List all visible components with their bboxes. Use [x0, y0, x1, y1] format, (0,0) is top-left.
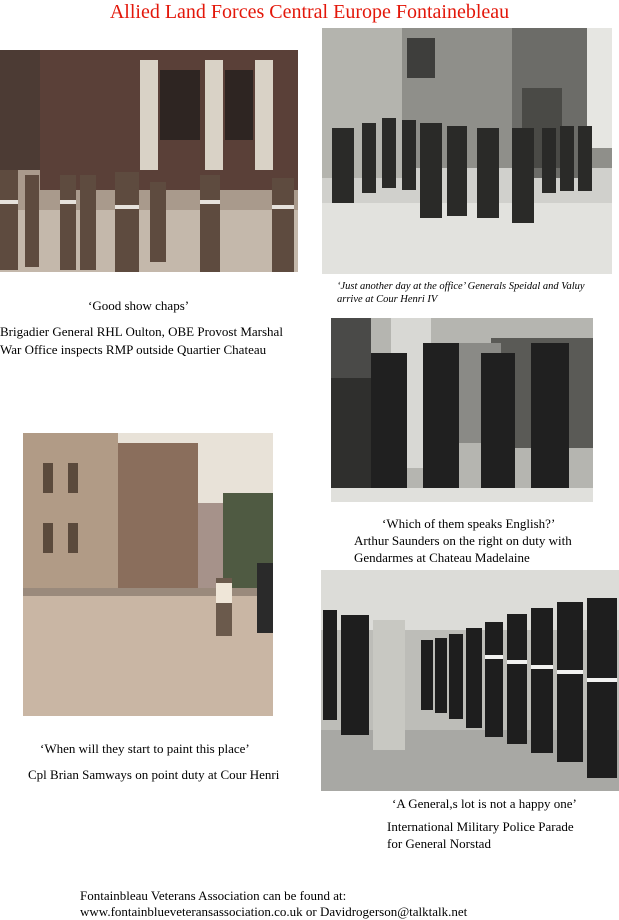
- footer-line-1: Fontainbleau Veterans Association can be found at:: [80, 888, 347, 903]
- caption-line-parade-2: for General Norstad: [387, 836, 491, 851]
- page-title: Allied Land Forces Central Europe Fontainebleau: [109, 1, 510, 23]
- caption-heading-rmp: ‘Good show chaps’: [88, 298, 190, 313]
- caption-line-rmp-1: Brigadier General RHL Oulton, OBE Provost Marshal: [0, 324, 283, 339]
- photo-generals-arrive: [322, 28, 612, 274]
- caption-line-generals-1: arrive at Cour Henri IV: [337, 294, 438, 305]
- caption-heading-gendarmes: ‘Which of them speaks English?’: [382, 516, 556, 531]
- photo-mp-parade: [321, 570, 619, 791]
- caption-heading-parade: ‘A General,s lot is not a happy one’: [392, 796, 577, 811]
- caption-line-parade-1: International Military Police Parade: [387, 819, 574, 834]
- photo-gendarmes: [331, 318, 593, 502]
- photo-rmp-inspection: [0, 50, 298, 272]
- caption-heading-generals: ‘Just another day at the office’ Generals Speidal and Valuy: [337, 281, 585, 292]
- caption-heading-point-duty: ‘When will they start to paint this place’: [40, 741, 250, 756]
- caption-line-gendarmes-1: Arthur Saunders on the right on duty with: [354, 533, 572, 548]
- caption-line-point-duty-1: Cpl Brian Samways on point duty at Cour Henri: [28, 767, 280, 782]
- caption-line-gendarmes-2: Gendarmes at Chateau Madelaine: [354, 550, 530, 565]
- caption-line-rmp-2: War Office inspects RMP outside Quartier Chateau: [0, 342, 267, 357]
- photo-point-duty: [23, 433, 273, 716]
- footer-line-2: www.fontainblueveteransassociation.co.uk or Davidrogerson@talktalk.net: [80, 904, 468, 919]
